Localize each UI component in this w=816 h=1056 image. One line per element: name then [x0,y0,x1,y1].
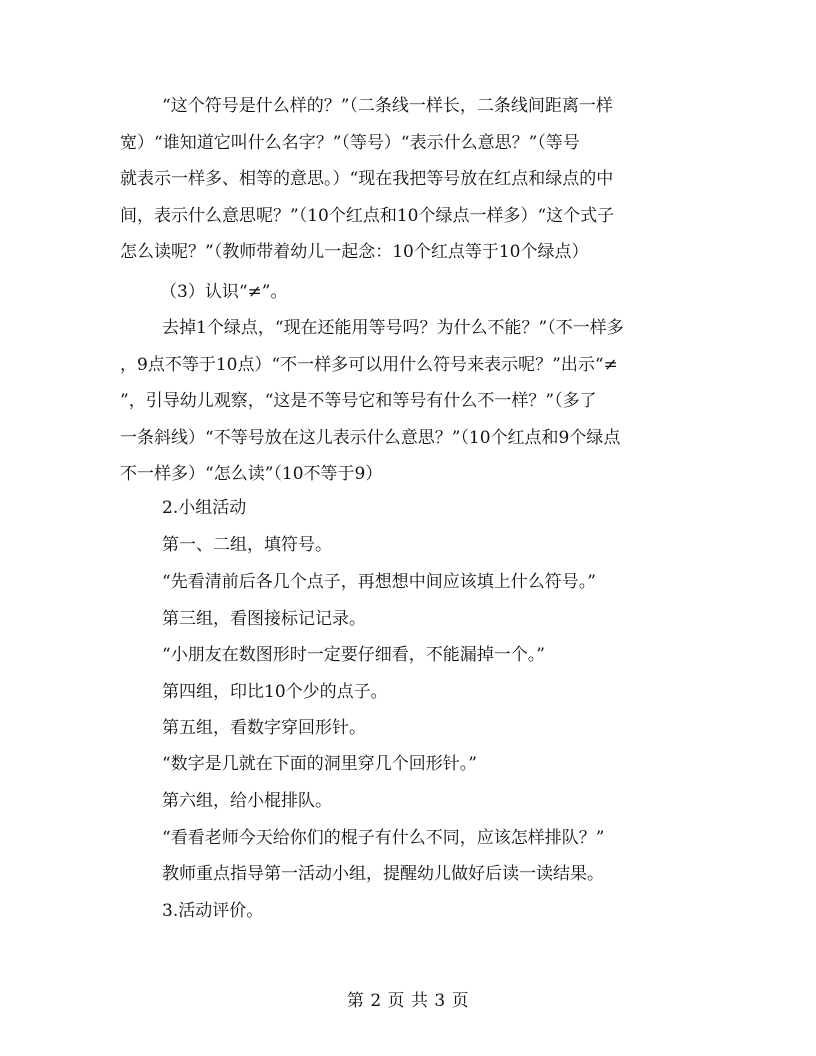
text-line: 间，表示什么意思呢？”（10个红点和10个绿点一样多）“这个式子 [120,205,615,226]
text-line: “这个符号是什么样的？”（二条线一样长，二条线间距离一样 [162,96,613,116]
paragraph-teacher-guidance [120,856,692,893]
paragraph-group-3 [120,601,692,638]
text-line: 第六组，给小棍排队。 [162,791,332,811]
text-line: “先看清前后各几个点子，再想想中间应该填上什么符号。” [162,572,596,592]
text-line: “看看老师今天给你们的棍子有什么不同，应该怎样排队？” [162,828,605,848]
text-line: ，9点不等于10点）“不一样多可以用什么符号来表示呢？”出示“≠ [120,354,618,375]
text-line: 就表示一样多、相等的意思。）“现在我把等号放在红点和绿点的中 [120,169,614,189]
paragraph-group-4 [120,674,692,711]
paragraph-group-1-2-quote [120,564,692,601]
heading-activity-evaluation [120,893,692,930]
paragraph-group-1-2 [120,527,692,564]
paragraph-group-5 [120,710,692,747]
text-line: 第五组，看数字穿回形针。 [162,718,366,738]
text-line: 怎么读呢？”（教师带着幼儿一起念：10个红点等于10个绿点） [120,242,589,262]
paragraph-group-5-quote [120,746,692,783]
text-line: “小朋友在数图形时一定要仔细看，不能漏掉一个。” [162,645,545,665]
text-line: 3.活动评价。 [162,901,264,921]
text-line: 一条斜线）“不等号放在这儿表示什么意思？”（10个红点和9个绿点 [120,427,621,448]
text-line: （3）认识“≠”。 [160,282,288,302]
heading-recognize-not-equal [120,274,692,311]
paragraph-not-equal-discussion [120,310,692,493]
text-line: 宽）“谁知道它叫什么名字？”（等号）“表示什么意思？”（等号 [120,132,580,153]
text-line: 去掉1个绿点，“现在还能用等号吗？为什么不能？”（不一样多 [162,318,624,338]
text-line: ”，引导幼儿观察，“这是不等号它和等号有什么不一样？”（多了 [120,391,597,411]
text-line: 不一样多）“怎么读”（10不等于9） [120,464,383,484]
heading-group-activity [120,490,692,527]
paragraph-group-6-quote [120,820,692,857]
text-line: 第一、二组，填符号。 [162,535,332,555]
text-line: “数字是几就在下面的洞里穿几个回形针。” [162,754,477,774]
paragraph-equal-sign-discussion [120,88,692,271]
text-line: 第四组，印比10个少的点子。 [162,682,388,702]
paragraph-group-6 [120,783,692,820]
page-number-footer: 第 2 页 共 3 页 [346,991,470,1011]
text-line: 第三组，看图接标记记录。 [162,609,366,629]
paragraph-group-3-quote [120,637,692,674]
text-line: 教师重点指导第一活动小组，提醒幼儿做好后读一读结果。 [162,864,604,884]
text-line: 2.小组活动 [162,498,247,518]
